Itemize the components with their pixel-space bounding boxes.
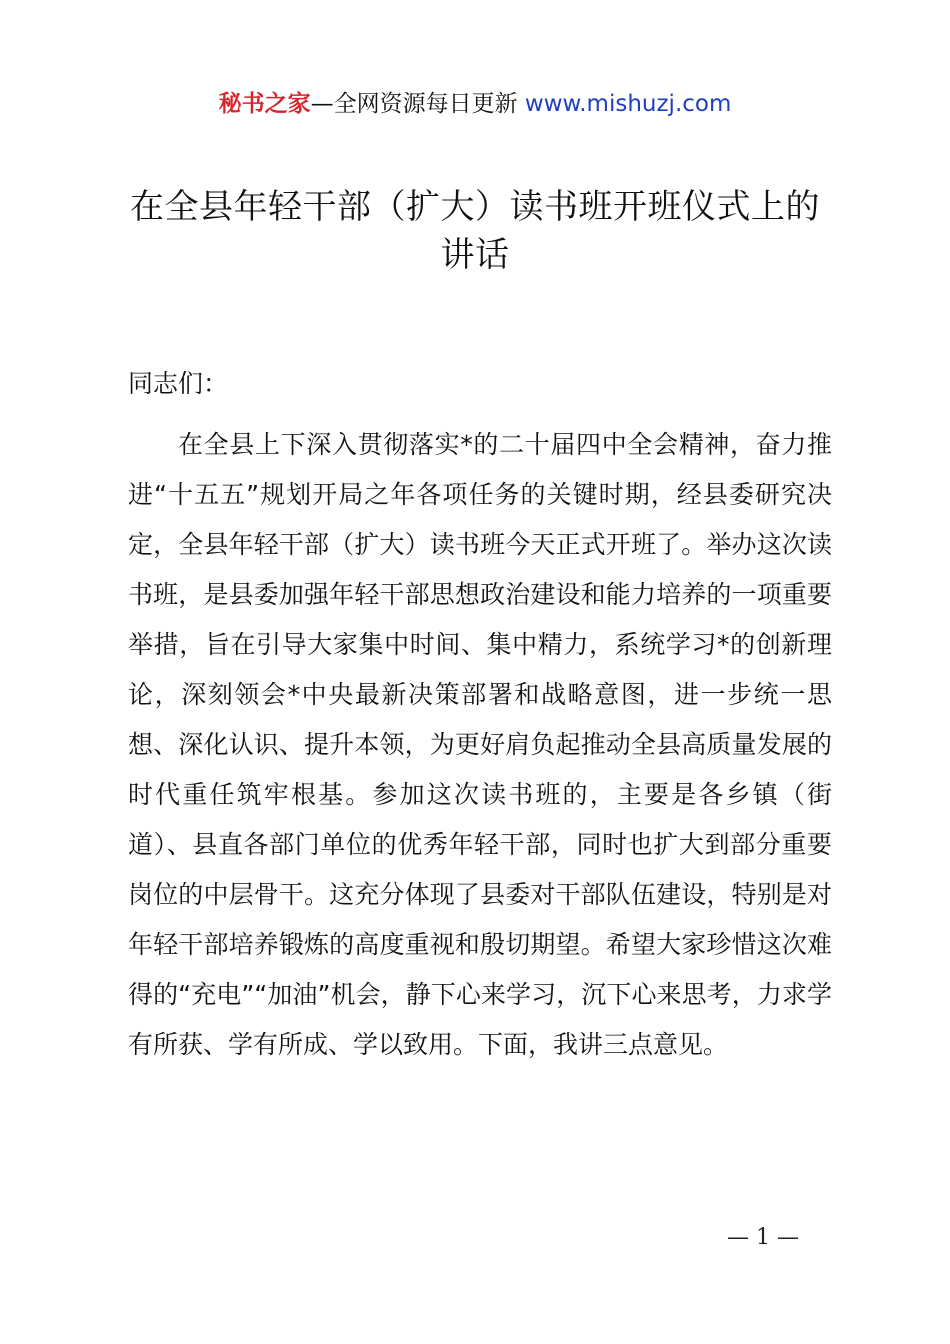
site-url-link[interactable]: www.mishuzj.com [524,91,732,117]
title-line-2: 讲话 [440,235,510,275]
page-number: — 1 — [727,1225,799,1250]
body-paragraph: 在全县上下深入贯彻落实*的二十届四中全会精神，奋力推进“十五五”规划开局之年各项任务的关键时期，经县委研究决定，全县年轻干部（扩大）读书班今天正式开班了。举办这次读书班，是县委加强年轻干部思想政治建设和能力培养的一项重要举措，旨在引导大家集中时间、集中精力，系统学习*的创新理论，深刻领会*中央最新决策部署和战略意图，进一步统一思想、深化认识、提升本领，为更好肩负起推动全县高质量发展的时代重任筑牢根基。参加这次读书班的，主要是各乡镇（街道）、县直各部门单位的优秀年轻干部，同时也扩大到部分重要岗位的中层骨干。这充分体现了县委对干部队伍建设，特别是对年轻干部培养锻炼的高度重视和殷切期望。希望大家珍惜这次难得的“充电”“加油”机会，静下心来学习，沉下心来思考，力求学有所获、学有所成、学以致用。下面，我讲三点意见。 [128,430,832,1059]
salutation: 同志们： [128,369,229,398]
site-tagline: —全网资源每日更新 [310,91,518,117]
brand-name: 秘书之家 [218,91,311,117]
title-line-1: 在全县年轻干部（扩大）读书班开班仪式上的 [130,187,820,227]
document-title [100,183,850,279]
site-header [0,88,950,120]
